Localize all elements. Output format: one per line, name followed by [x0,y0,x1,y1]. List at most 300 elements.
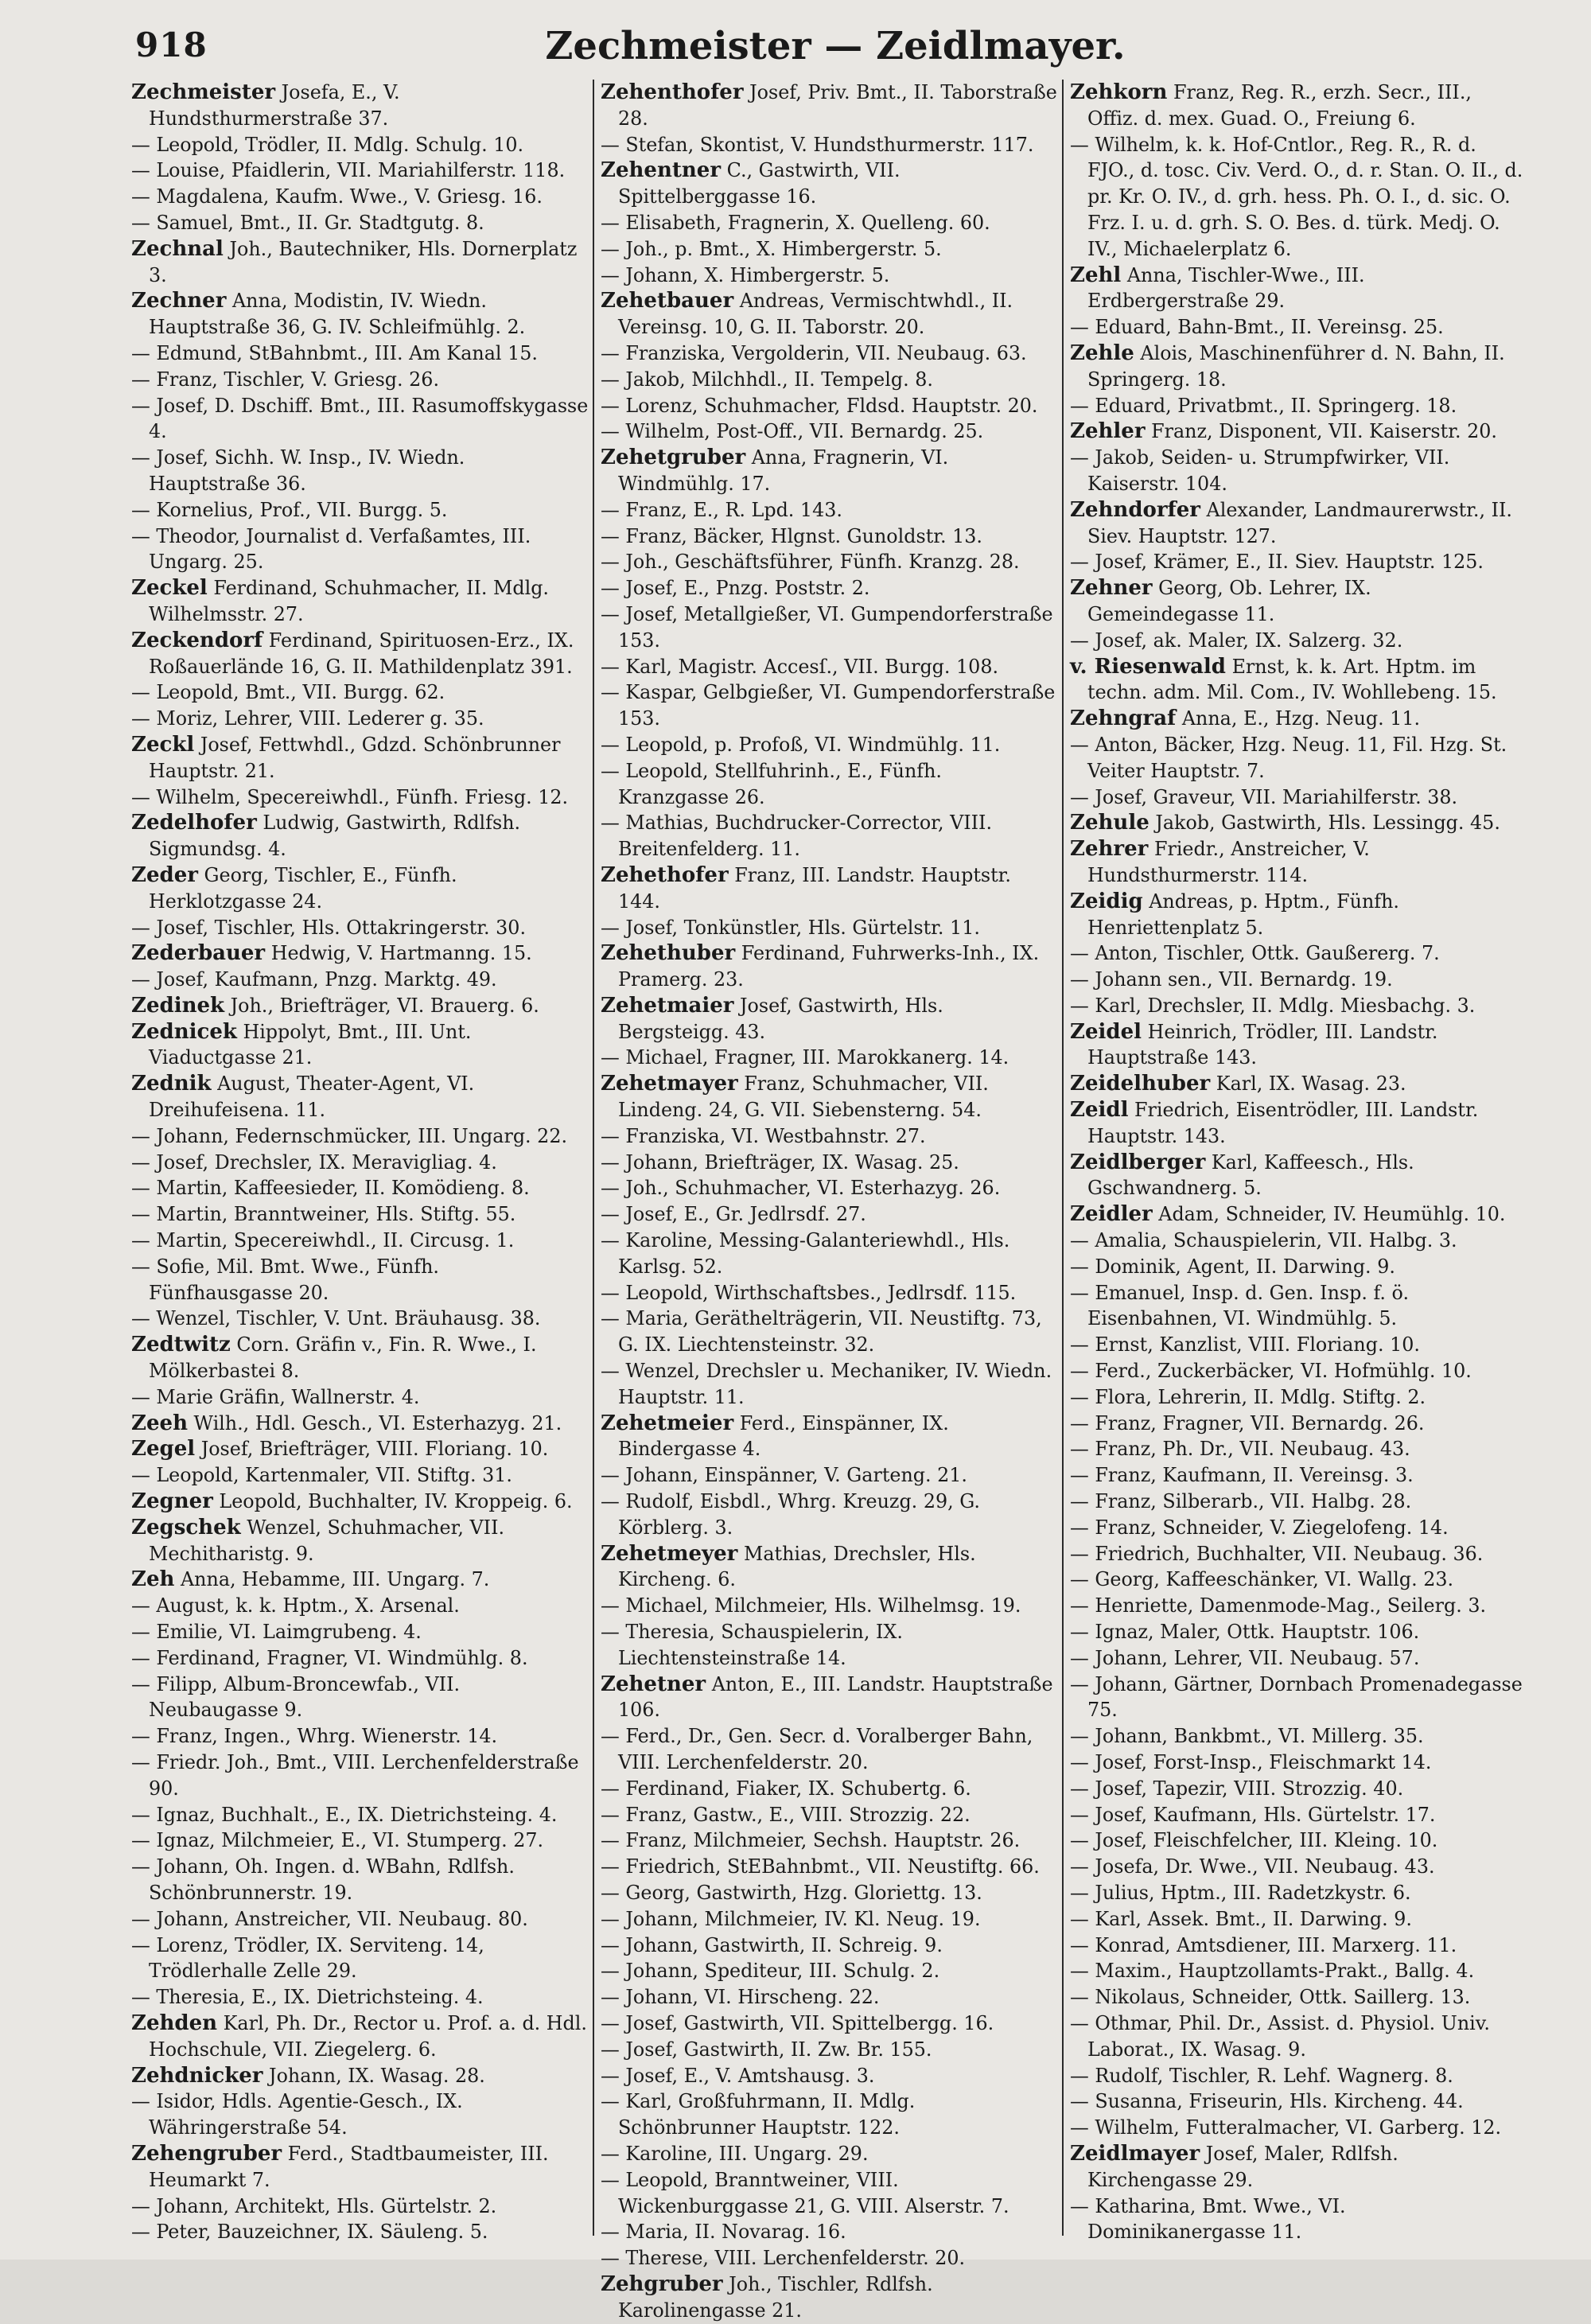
entry-text: — Johann, Briefträger, IX. Wasag. 25. [601,1150,959,1174]
directory-entry [131,184,589,210]
entry-surname: v. Riesenwald [1070,654,1226,679]
directory-entry [131,2011,589,2063]
entry-text: — Josef, Tonkünstler, Hls. Gürtelstr. 11. [601,916,980,939]
directory-entry [601,1150,1058,1176]
column-2 [601,80,1058,2322]
directory-entry [1070,1672,1527,1724]
entry-text: — Nikolaus, Schneider, Ottk. Saillerg. 13. [1070,1986,1471,2009]
directory-entry [1070,1541,1527,1567]
entry-text: — Lorenz, Trödler, IX. Serviteng. 14, Trödlerhalle Zelle 29. [131,1933,484,1983]
directory-entry [131,1828,589,1854]
entry-text: — Josef, Forst-Insp., Fleischmarkt 14. [1070,1751,1432,1773]
entry-text: — Franz, Ingen., Whrg. Wienerstr. 14. [131,1725,498,1748]
entry-text: — Leopold, Branntweiner, VIII. Wickenburggasse 21, G. VIII. Alserstr. 7. [601,2168,1009,2217]
entry-surname: Zehule [1070,811,1149,835]
directory-entry [1070,1984,1527,2011]
entry-text: — Franz, Silberarb., VII. Halbg. 28. [1070,1490,1412,1513]
entry-text: — Karoline, Messing-Galanteriewhdl., Hls. Karlsg. 52. [601,1229,1010,1278]
directory-entry [601,2063,1058,2089]
directory-entry [131,1436,589,1462]
directory-entry [601,1201,1058,1228]
entry-text: Georg, Tischler, E., Fünfh. Herklotzgasse 24. [149,863,457,913]
entry-text: — Sofie, Mil. Bmt. Wwe., Fünfh. Fünfhausgasse 20. [131,1255,440,1304]
directory-entry [601,810,1058,862]
directory-entry [131,1802,589,1828]
entry-text: Anna, E., Hzg. Neug. 11. [1176,707,1421,730]
directory-entry [1070,810,1527,836]
entry-text: — Josef, Graveur, VII. Mariahilferstr. 38. [1070,785,1458,808]
entry-text: — Johann, Einspänner, V. Garteng. 21. [601,1464,967,1487]
entry-text: Josefa, E., V. Hundsthurmerstraße 37. [149,81,400,130]
directory-entry [601,1880,1058,1906]
entry-text: Friedr., Anstreicher, V. Hundsthurmerstr. 114. [1087,838,1370,886]
entry-surname: Zehenthofer [601,80,744,104]
entry-text: — Anton, Bäcker, Hzg. Neug. 11, Fil. Hzg. St. Veiter Hauptstr. 7. [1070,733,1507,782]
entry-text: — Johann, Gärtner, Dornbach Promenadegasse 75. [1070,1672,1523,1722]
entry-text: Anna, Modistin, IV. Wiedn. Hauptstraße 36, G. IV. Schleifmühlg. 2. [149,290,526,339]
entry-text: — Johann, Federnschmücker, III. Ungarg. 22. [131,1124,568,1147]
directory-entry [131,1332,589,1384]
entry-text: Josef, Maler, Rdlfsh. Kirchengasse 29. [1087,2142,1398,2191]
directory-entry [601,915,1058,941]
entry-text: — Henriette, Damenmode-Mag., Seilerg. 3. [1070,1594,1487,1617]
entry-text: — Peter, Bauzeichner, IX. Säuleng. 5. [131,2221,488,2244]
directory-entry [1070,1750,1527,1776]
directory-entry [601,654,1058,680]
entry-text: — Leopold, Wirthschaftsbes., Jedlrsdf. 115. [601,1281,1017,1304]
directory-entry [601,1723,1058,1776]
directory-entry [601,732,1058,758]
entry-text: — Moriz, Lehrer, VIII. Lederer g. 35. [131,707,484,730]
directory-entry [1070,1071,1527,1097]
entry-surname: Zeeh [131,1411,188,1435]
entry-text: — Friedrich, Buchhalter, VII. Neubaug. 36. [1070,1542,1484,1565]
entry-text: — Franz, Bäcker, Hlgnst. Gunoldstr. 13. [601,524,982,547]
directory-entry [1070,2011,1527,2063]
directory-entry [601,758,1058,811]
entry-text: C., Gastwirth, VII. Spittelberggasse 16. [618,159,901,208]
entry-surname: Zehetner [601,1672,706,1696]
entry-surname: Zehler [1070,419,1146,444]
directory-entry [601,445,1058,497]
entry-surname: Zeder [131,862,198,887]
entry-text: Joh., Bautechniker, Hls. Dornerplatz 3. [149,237,578,286]
directory-entry [1070,575,1527,628]
directory-entry [1070,132,1527,263]
directory-entry [601,679,1058,732]
directory-entry [1070,418,1527,445]
entry-text: — Georg, Gastwirth, Hzg. Gloriettg. 13. [601,1881,982,1904]
directory-entry [1070,1280,1527,1333]
directory-entry [601,1776,1058,1802]
entry-text: — Martin, Branntweiner, Hls. Stiftg. 55. [131,1203,516,1226]
entry-text: — Franz, Fragner, VII. Bernardg. 26. [1070,1411,1425,1434]
entry-surname: Zehndorfer [1070,497,1200,522]
entry-surname: Zeckel [131,576,208,601]
directory-entry [131,210,589,236]
directory-entry [601,1958,1058,1984]
entry-text: — Ignaz, Milchmeier, E., VI. Stumperg. 27. [131,1829,544,1852]
directory-entry [1070,445,1527,497]
directory-entry [131,1854,589,1906]
directory-entry [1070,314,1527,341]
directory-entry [1070,967,1527,993]
columns [131,80,1543,2322]
entry-surname: Zehetbauer [601,289,734,313]
entry-surname: Zedelhofer [131,811,257,835]
directory-entry [131,732,589,784]
directory-entry [1070,1645,1527,1672]
entry-text: Franz, Reg. R., erzh. Secr., III., Offiz. d. mex. Guad. O., Freiung 6. [1087,81,1472,130]
entry-text: Mathias, Drechsler, Hls. Kircheng. 6. [618,1542,976,1591]
entry-text: Anton, E., III. Landstr. Hauptstraße 106. [618,1672,1053,1722]
entry-text: — Franziska, VI. Westbahnstr. 27. [601,1124,926,1147]
entry-surname: Zeidlberger [1070,1150,1206,1174]
entry-surname: Zehgruber [601,2271,723,2296]
directory-entry [131,132,589,158]
entry-text: — Flora, Lehrerin, II. Mdlg. Stiftg. 2. [1070,1385,1426,1408]
directory-entry [1070,628,1527,654]
directory-entry [1070,732,1527,784]
entry-text: — Johann, Bankbmt., VI. Millerg. 35. [1070,1725,1424,1748]
entry-text: — Ernst, Kanzlist, VIII. Floriang. 10. [1070,1333,1420,1357]
entry-text: Georg, Ob. Lehrer, IX. Gemeindegasse 11. [1087,577,1371,625]
entry-text: — Jakob, Milchhdl., II. Tempelg. 8. [601,368,933,391]
entry-text: — Franz, Gastw., E., VIII. Strozzig. 22. [601,1803,971,1826]
entry-surname: Zeh [131,1567,175,1592]
entry-text: Karl, Ph. Dr., Rector u. Prof. a. d. Hdl. Hochschule, VII. Ziegelerg. 6. [149,2011,587,2061]
directory-entry [131,2219,589,2245]
entry-text: Franz, Schuhmacher, VII. Lindeng. 24, G. VII. Siebensterng. 54. [618,1072,989,1122]
entry-text: Andreas, p. Hptm., Fünfh. Henriettenplatz 5. [1087,890,1399,939]
directory-entry [601,1828,1058,1854]
entry-surname: Zederbauer [131,941,266,966]
entry-text: — Wenzel, Drechsler u. Mechaniker, IV. Wiedn. Hauptstr. 11. [601,1360,1052,1408]
directory-entry [1070,836,1527,889]
entry-surname: Zedinek [131,993,225,1018]
entry-surname: Zegschek [131,1515,241,1540]
directory-entry [601,1541,1058,1594]
entry-text: Franz, III. Landstr. Hauptstr. 144. [618,863,1011,913]
directory-entry [1070,889,1527,941]
entry-text: — Josef, E., V. Amtshausg. 3. [601,2064,875,2087]
directory-entry [601,940,1058,993]
directory-entry [601,1672,1058,1724]
directory-entry [601,367,1058,393]
entry-surname: Zehethofer [601,862,729,887]
directory-entry [1070,1802,1527,1828]
entry-surname: Zehengruber [131,2141,282,2166]
entry-text: — Kaspar, Gelbgießer, VI. Gumpendorferstraße 153. [601,681,1056,730]
directory-entry [131,628,589,680]
entry-text: — Franz, Ph. Dr., VII. Neubaug. 43. [1070,1438,1410,1461]
entry-text: — Johann sen., VII. Bernardg. 19. [1070,968,1393,991]
directory-entry [1070,940,1527,967]
entry-text: Ferd., Einspänner, IX. Bindergasse 4. [618,1411,949,1461]
directory-entry [601,497,1058,524]
entry-text: — Johann, Spediteur, III. Schulg. 2. [601,1960,940,1983]
entry-surname: Zehden [131,2011,218,2035]
directory-entry [1070,2194,1527,2246]
entry-surname: Zehngraf [1070,707,1177,731]
directory-entry [1070,1228,1527,1254]
entry-text: — Josef, Fleischfelcher, III. Kleing. 10. [1070,1829,1438,1852]
directory-entry [131,1933,589,1985]
entry-text: Johann, IX. Wasag. 28. [263,2064,485,2087]
directory-entry [601,2271,1058,2324]
directory-entry [1070,1019,1527,1072]
entry-text: — Leopold, Kartenmaler, VII. Stiftg. 31. [131,1464,512,1487]
entry-text: — Edmund, StBahnbmt., III. Am Kanal 15. [131,341,538,364]
directory-entry [1070,654,1527,707]
directory-entry [131,1723,589,1750]
column-rule [1062,80,1064,2236]
directory-entry [1070,2141,1527,2194]
directory-entry [131,967,589,993]
entry-surname: Zeckendorf [131,628,263,652]
page-header [135,24,1535,72]
entry-surname: Zechnal [131,236,224,261]
entry-text: — Friedr. Joh., Bmt., VIII. Lerchenfelderstraße 90. [131,1751,579,1800]
entry-text: Jakob, Gastwirth, Hls. Lessingg. 45. [1149,812,1500,835]
entry-text: Corn. Gräfin v., Fin. R. Wwe., I. Mölkerbastei 8. [149,1333,537,1383]
directory-entry [1070,2088,1527,2115]
directory-entry [131,575,589,628]
directory-entry [1070,993,1527,1019]
directory-entry [601,1462,1058,1489]
directory-entry [131,1411,589,1437]
entry-text: — Friedrich, StEBahnbmt., VII. Neustiftg. 66. [601,1855,1040,1878]
directory-entry [601,2088,1058,2141]
directory-entry [131,367,589,393]
directory-entry [131,1489,589,1515]
directory-entry [131,1254,589,1306]
entry-text: — Kornelius, Prof., VII. Burgg. 5. [131,498,448,521]
entry-text: — Magdalena, Kaufm. Wwe., V. Griesg. 16. [131,185,543,208]
entry-text: Franz, Disponent, VII. Kaiserstr. 20. [1145,420,1497,443]
entry-text: — Samuel, Bmt., II. Gr. Stadtgutg. 8. [131,211,484,234]
entry-text: — Michael, Fragner, III. Marokkanerg. 14. [601,1046,1009,1069]
entry-text: Anna, Tischler-Wwe., III. Erdbergerstraße 29. [1087,263,1365,313]
directory-entry [601,418,1058,445]
entry-surname: Zednik [131,1072,212,1096]
directory-entry [601,236,1058,263]
directory-entry [1070,497,1527,550]
entry-text: — Karl, Großfuhrmann, II. Mdlg. Schönbrunner Hauptstr. 122. [601,2090,916,2139]
directory-entry [1070,1854,1527,1880]
entry-surname: Zednicek [131,1019,237,1044]
directory-entry [1070,1150,1527,1202]
directory-entry [131,2141,589,2194]
entry-text: Anna, Fragnerin, VI. Windmühlg. 17. [618,446,949,495]
entry-text: — Anton, Tischler, Ottk. Gaußererg. 7. [1070,942,1440,965]
directory-entry [131,1306,589,1332]
directory-entry [601,1906,1058,1933]
directory-entry [1070,549,1527,575]
entry-text: — Josef, Tischler, Hls. Ottakringerstr. 30. [131,916,527,939]
directory-entry [1070,1906,1527,1933]
entry-text: Ludwig, Gastwirth, Rdlfsh. Sigmundsg. 4. [149,812,521,861]
entry-text: Ferdinand, Schuhmacher, II. Mdlg. Wilhelmsstr. 27. [149,577,550,625]
column-3 [1070,80,1527,2244]
directory-entry [131,2088,589,2141]
entry-text: — Katharina, Bmt. Wwe., VI. Dominikanergasse 11. [1070,2194,1346,2244]
entry-surname: Zeidel [1070,1019,1142,1044]
entry-text: Ferd., Stadtbaumeister, III. Heumarkt 7. [149,2142,549,2191]
directory-entry [131,393,589,446]
directory-entry [601,1984,1058,2011]
entry-text: — Karl, Drechsler, II. Mdlg. Miesbachg. 3. [1070,994,1476,1017]
directory-entry [601,80,1058,132]
entry-text: — Michael, Milchmeier, Hls. Wilhelmsg. 19. [601,1594,1021,1617]
entry-text: — Josef, D. Dschiff. Bmt., III. Rasumoffskygasse 4. [131,394,589,443]
entry-surname: Zehner [1070,576,1153,601]
directory-entry [601,1280,1058,1306]
entry-text: — Emanuel, Insp. d. Gen. Insp. f. ö. Eisenbahnen, VI. Windmühlg. 5. [1070,1281,1410,1330]
directory-entry [131,1672,589,1724]
directory-entry [131,862,589,915]
entry-text: — Joh., p. Bmt., X. Himbergerstr. 5. [601,237,942,260]
entry-text: — Josef, Kaufmann, Hls. Gürtelstr. 17. [1070,1803,1436,1826]
entry-text: — Mathias, Buchdrucker-Corrector, VIII. Breitenfelderg. 11. [601,812,993,861]
directory-entry [601,1933,1058,1959]
entry-text: — Ignaz, Buchhalt., E., IX. Dietrichsteing. 4. [131,1803,558,1826]
entry-surname: Zehetmeier [601,1411,734,1435]
directory-entry [601,210,1058,236]
directory-entry [1070,1723,1527,1750]
directory-entry [601,1123,1058,1150]
directory-entry [601,1854,1058,1880]
column-rule [593,80,594,2236]
directory-entry [131,1150,589,1176]
directory-entry [1070,263,1527,315]
entry-text: — Eduard, Bahn-Bmt., II. Vereinsg. 25. [1070,316,1444,339]
entry-surname: Zehdnicker [131,2063,263,2088]
directory-entry [131,1019,589,1072]
directory-entry [1070,1332,1527,1358]
directory-entry [1070,2063,1527,2089]
directory-entry [601,2245,1058,2271]
directory-entry [1070,393,1527,419]
directory-entry [131,288,589,341]
directory-entry [1070,1436,1527,1462]
entry-text: — Franz, Kaufmann, II. Vereinsg. 3. [1070,1464,1414,1487]
directory-entry [601,132,1058,158]
entry-text: — Georg, Kaffeeschänker, VI. Wallg. 23. [1070,1568,1454,1591]
directory-entry [1070,1201,1527,1228]
entry-text: Heinrich, Trödler, III. Landstr. Hauptstraße 143. [1087,1020,1438,1069]
directory-entry [601,2011,1058,2037]
directory-entry [131,524,589,576]
entry-text: — Johann, Gastwirth, II. Schreig. 9. [601,1933,943,1956]
directory-entry [601,575,1058,601]
entry-surname: Zehl [1070,263,1122,287]
entry-text: — Stefan, Skontist, V. Hundsthurmerstr. 117. [601,133,1034,156]
entry-text: — Rudolf, Eisbdl., Whrg. Kreuzg. 29, G. Körblerg. 3. [601,1490,980,1539]
running-head: Zechmeister — Zeidlmayer. [545,24,1126,68]
directory-entry [131,1201,589,1228]
directory-entry [131,784,589,811]
entry-text: — Ignaz, Maler, Ottk. Hauptstr. 106. [1070,1621,1420,1644]
directory-entry [131,1645,589,1672]
directory-entry [131,993,589,1019]
directory-entry [601,1802,1058,1828]
entry-text: Josef, Fettwhdl., Gdzd. Schönbrunner Hauptstr. 21. [149,733,561,782]
directory-entry [131,1228,589,1254]
directory-entry [131,1750,589,1802]
entry-text: — Karl, Assek. Bmt., II. Darwing. 9. [1070,1907,1412,1930]
directory-entry [601,341,1058,367]
directory-entry [1070,1593,1527,1619]
directory-entry [1070,1097,1527,1150]
entry-text: — Johann, X. Himbergerstr. 5. [601,263,890,286]
entry-text: — Isidor, Hdls. Agentie-Gesch., IX. Währingerstraße 54. [131,2090,463,2139]
entry-surname: Zehetmeyer [601,1541,738,1566]
entry-text: — Theresia, Schauspielerin, IX. Liechtensteinstraße 14. [601,1621,903,1669]
entry-text: — Konrad, Amtsdiener, III. Marxerg. 11. [1070,1933,1457,1956]
directory-entry [1070,1933,1527,1959]
entry-text: — Josef, Sichh. W. Insp., IV. Wiedn. Hauptstraße 36. [131,446,465,495]
directory-entry [601,1358,1058,1411]
entry-text: — Leopold, Stellfuhrinh., E., Fünfh. Kranzgasse 26. [601,759,942,808]
directory-entry [1070,2115,1527,2141]
entry-text: — Johann, Milchmeier, IV. Kl. Neug. 19. [601,1907,981,1930]
entry-text: Ernst, k. k. Art. Hptm. im techn. adm. Mil. Com., IV. Wohllebeng. 15. [1087,655,1497,704]
entry-text: — Josef, Kaufmann, Pnzg. Marktg. 49. [131,968,497,991]
entry-text: — Josef, Drechsler, IX. Meraviglіag. 4. [131,1150,497,1174]
directory-entry [601,862,1058,915]
entry-text: Ferdinand, Spirituosen-Erz., IX. Roßauerlände 16, G. II. Mathildenplatz 391. [149,629,574,678]
entry-text: — Joh., Schuhmacher, VI. Esterhazyg. 26. [601,1177,1001,1200]
entry-text: — Josef, Tapezir, VIII. Strozzig. 40. [1070,1777,1404,1800]
directory-entry [131,2194,589,2220]
directory-entry [131,1619,589,1645]
entry-text: — Josef, Gastwirth, II. Zw. Br. 155. [601,2038,932,2061]
entry-text: — Emilie, VI. Laimgrubeng. 4. [131,1621,422,1644]
directory-entry [601,1619,1058,1672]
directory-entry [601,524,1058,550]
entry-text: — Jakob, Seiden- u. Strumpfwirker, VII. Kaiserstr. 104. [1070,446,1450,495]
entry-text: — Othmar, Phil. Dr., Assist. d. Physiol. Univ. Laborat., IX. Wasag. 9. [1070,2011,1490,2061]
entry-text: Alois, Maschinenführer d. N. Bahn, II. Springerg. 18. [1087,341,1505,391]
directory-entry [1070,1619,1527,1645]
directory-entry [131,80,589,132]
entry-text: — Ferd., Dr., Gen. Secr. d. Voralberger Bahn, VIII. Lerchenfelderstr. 20. [601,1725,1033,1773]
entry-text: — Karl, Magistr. Accesſ., VII. Burgg. 108. [601,655,999,678]
directory-entry [131,1123,589,1150]
entry-text: — Louise, Pfaidlerin, VII. Mariahilferstr. 118. [131,159,566,182]
directory-entry [601,1489,1058,1541]
entry-text: — Maxim., Hauptzollamts-Prakt., Ballg. 4. [1070,1960,1475,1983]
entry-text: — Ferd., Zuckerbäcker, VI. Hofmühlg. 10. [1070,1360,1472,1383]
entry-text: — Johann, Anstreicher, VII. Neubaug. 80. [131,1907,528,1930]
directory-entry [131,497,589,524]
entry-text: — Ferdinand, Fragner, VI. Windmühlg. 8. [131,1646,528,1669]
entry-text: — Johann, VI. Hirscheng. 22. [601,1986,880,2009]
entry-text: — Susanna, Friseurin, Hls. Kircheng. 44. [1070,2090,1464,2113]
entry-text: — Wilhelm, Post-Off., VII. Bernardg. 25. [601,420,984,443]
entry-text: — Franziska, Vergolderin, VII. Neubaug. 63. [601,341,1027,364]
entry-text: Josef, Briefträger, VIII. Floriang. 10. [195,1438,549,1461]
entry-text: — Wilhelm, k. k. Hof-Cntlor., Reg. R., R. d. FJO., d. tosc. Civ. Verd. O., d. r. Stan. O. II., d. pr. Kr. O. IV., d. grh. hess. Ph. O. I., d. sic. O. Frz. I. u. d. grh. S. O. Bes. d. türk. Medj. O. IV., Michaelerplatz 6. [1070,133,1523,260]
entry-text: Friedrich, Eisentrödler, III. Landstr. Hauptstr. 143. [1087,1099,1479,1147]
directory-entry [1070,1958,1527,1984]
entry-text: — Martin, Kaffeesieder, II. Komödieng. 8. [131,1177,530,1200]
directory-entry [131,810,589,862]
directory-entry [601,601,1058,654]
entry-surname: Zehle [1070,341,1134,365]
entry-surname: Zeckl [131,732,195,757]
